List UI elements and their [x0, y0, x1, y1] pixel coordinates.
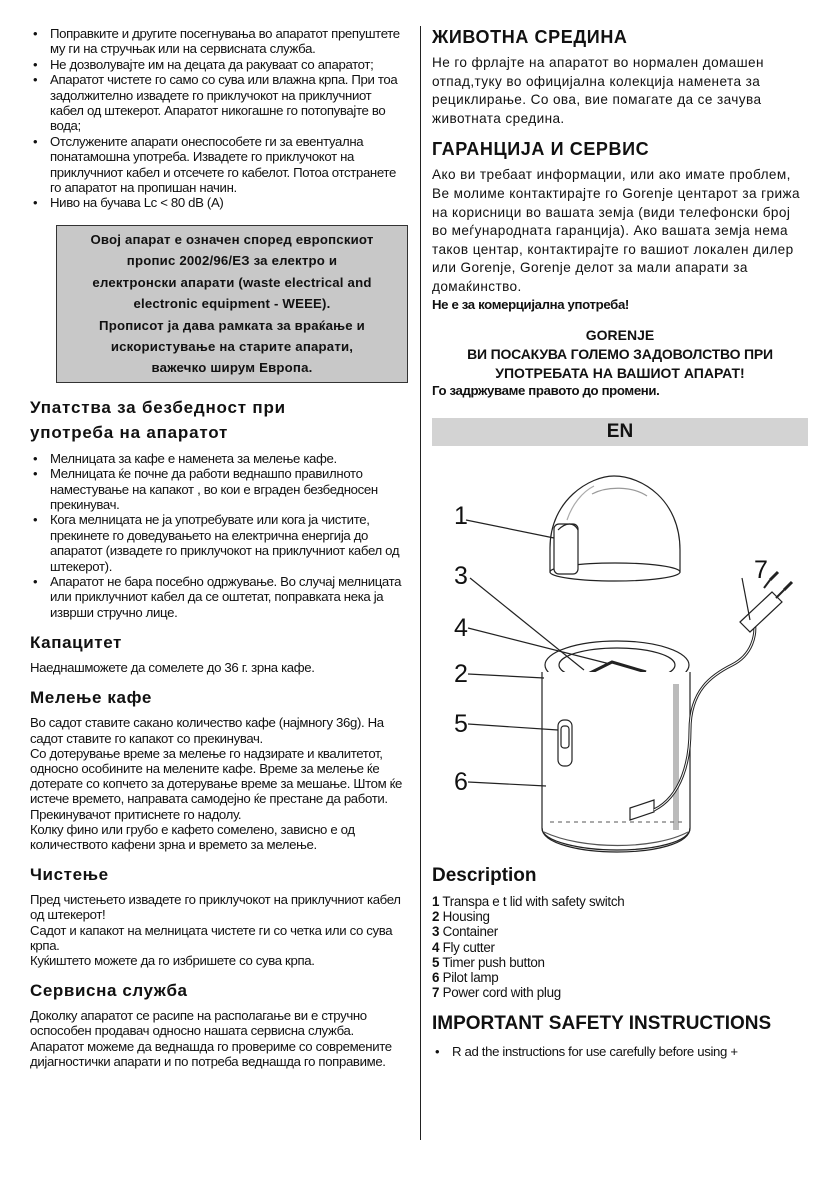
list-item: • Апаратот не бара посебно одржување. Во случај мелницата или приклучниот кабел да се оштетат, поправката нека ја изврши стручно лице.	[30, 574, 408, 620]
safety-heading-en: IMPORTANT SAFETY INSTRUCTIONS	[432, 1013, 772, 1035]
cleaning-text: Пред чистењето извадете го приклучокот на приклучниот кабел од штекерот!	[30, 892, 401, 923]
notice-line: electronic equipment - WEEE).	[133, 296, 331, 312]
callout-2: 2	[454, 659, 468, 688]
coffee-grinder-figure	[432, 460, 808, 860]
warranty-text: Ако ви требаат информации, или ако имате проблем, Ве молиме контактирајте го Gorenje центарот за грижа на корисници во вашата земја (види телефонски број во меѓународната гаранција). Ако вашата земја нема таков центар, контактирајте го вашиот локален дилер или Gorenje, Gorenje делот за мали апарати за домаќинство.	[432, 167, 800, 294]
left-column	[30, 26, 408, 1069]
safety-heading-line-2: употреба на апаратот	[30, 422, 229, 442]
callout-6: 6	[454, 767, 468, 796]
list-item: • Поправките и другите посегнувања во апаратот препуштете му ги на стручњак или на сервисната служба.	[30, 26, 408, 57]
list-item: • Не дозволувајте им на децата да ракуваат со апаратот;	[30, 57, 408, 72]
safety-list-en	[432, 1044, 808, 1059]
list-item: 5 Timer push button	[432, 954, 545, 970]
capacity-text: Наеднашможете да сомелете до 36 г. зрна кафе.	[30, 660, 315, 676]
list-item: • Кога мелницата не ја употребувате или кога ја чистите, прекинете го доведувањето на електрична енергија до апаратот (извадете го приклучокот на приклучниот кабел од штекерот).	[30, 512, 408, 574]
capacity-heading: Капацитет	[30, 633, 122, 653]
environment-heading: ЖИВОТНА СРЕДИНА	[432, 27, 628, 47]
grinding-text: Во садот ставите сакано количество кафе (најмногу 36g). На садот ставите го капакот со прекинувач.	[30, 715, 384, 746]
list-item: 2 Housing	[432, 909, 490, 925]
list-item: 1 Transpa e t lid with safety switch	[432, 893, 625, 909]
reserve-note: Го задржуваме правото до промени.	[432, 382, 660, 398]
notice-line: пропис 2002/96/ЕЗ за електро и	[126, 253, 338, 269]
list-item: • R ad the instructions for use carefully before using +	[432, 1044, 808, 1059]
wish-line: ВИ ПОСАКУВА ГОЛЕМО ЗАДОВОЛСТВО ПРИ	[467, 345, 773, 362]
list-item: 3 Container	[432, 924, 498, 940]
top-bullet-list	[30, 26, 408, 211]
notice-line: искористување на старите апарати,	[110, 338, 354, 354]
column-divider	[420, 26, 421, 1140]
callout-7: 7	[754, 555, 768, 584]
warranty-heading: ГАРАНЦИЈА И СЕРВИС	[432, 139, 650, 160]
wish-line: УПОТРЕБАТА НА ВАШИОТ АПАРАТ!	[495, 364, 745, 381]
service-heading: Сервисна служба	[30, 981, 188, 1001]
callout-1: 1	[454, 501, 468, 530]
notice-line: Овој апарат е означен според европскиот	[90, 231, 374, 247]
notice-line: важечко ширум Европа.	[151, 360, 313, 376]
callout-4: 4	[454, 613, 468, 642]
description-list	[432, 894, 808, 1000]
brand-name: GORENJE	[585, 326, 655, 343]
coffee-grinder-drawing	[432, 460, 808, 860]
grinding-text: Со дотерување време за мелење го надзирате и квалитетот, односно особините на мелените кафе. Време за мелење ќе дотерате со копчето за дотерување време за мешање. Штом ќе истече времето, направата самодејно ќе престане да работи.	[30, 745, 403, 807]
list-item: • Апаратот чистете го само со сува или влажна крпа. При тоа задолжително извадете го приклучокот на приклучниот кабел од штекерот. Апаратот никогашне го потопувајте во вода;	[30, 72, 408, 134]
list-item: 4 Fly cutter	[432, 939, 495, 955]
environment-text: Не го фрлајте на апаратот во нормален домашен отпад,туку во официјална колекција наменета за рециклирање. Со ова, вие помагате да се зачува животната средина.	[432, 55, 764, 126]
grinding-text: Прекинувачот притиснете го надолу.	[30, 806, 242, 822]
callout-5: 5	[454, 709, 468, 738]
list-item: • Мелницата за кафе е наменета за мелење кафе.	[30, 451, 408, 466]
list-item: • Отслужените апарати онеспособете ги за евентуална понатамошна употреба. Извадете го приклучокот на приклучниот кабел и отсечете го кабелот. Потоа отстранете го апаратот на пропишан начин.	[30, 134, 408, 196]
cleaning-text: Садот и капакот на мелницата чистете ги со четка или со сува крпа.	[30, 922, 393, 953]
list-item: 7 Power cord with plug	[432, 985, 561, 1001]
notice-line: Прописот ја дава рамката за враќање и	[99, 317, 365, 333]
callout-3: 3	[454, 561, 468, 590]
description-heading: Description	[432, 864, 537, 886]
language-bar-en: EN	[432, 418, 808, 446]
cleaning-text: Куќиштето можете да го избришете со сува крпа.	[30, 953, 315, 969]
weee-notice-box	[56, 225, 408, 383]
not-commercial-note: Не е за комерцијална употреба!	[432, 296, 629, 312]
service-text: Доколку апаратот се расипе на располагање ви е стручно оспособен продавач односно нашата сервисна служба. Апаратот можеме да веднашда го провериме со современите дијагностички апарати и по потреба веднашда го поправиме.	[30, 1008, 392, 1069]
safety-heading	[30, 395, 408, 445]
grinding-heading: Мелење кафе	[30, 688, 152, 708]
list-item: 6 Pilot lamp	[432, 969, 499, 985]
list-item: • Ниво на бучава Lc < 80 dB (A)	[30, 195, 408, 210]
safety-heading-line-1: Упатства за безбедност при	[30, 397, 286, 417]
notice-line: електронски апарати (waste electrical and	[92, 274, 372, 290]
right-column	[432, 26, 808, 1060]
cleaning-heading: Чистење	[30, 865, 109, 885]
grinding-text: Колку фино или грубо е кафето сомелено, зависно е од количеството кафени зрна и времето за мелење.	[30, 821, 355, 853]
list-item: • Мелницата ќе почне да работи веднашпо правилното наместување на капакот , во кои е вграден безбедносен прекинувач.	[30, 466, 408, 512]
safety-bullet-list	[30, 451, 408, 620]
